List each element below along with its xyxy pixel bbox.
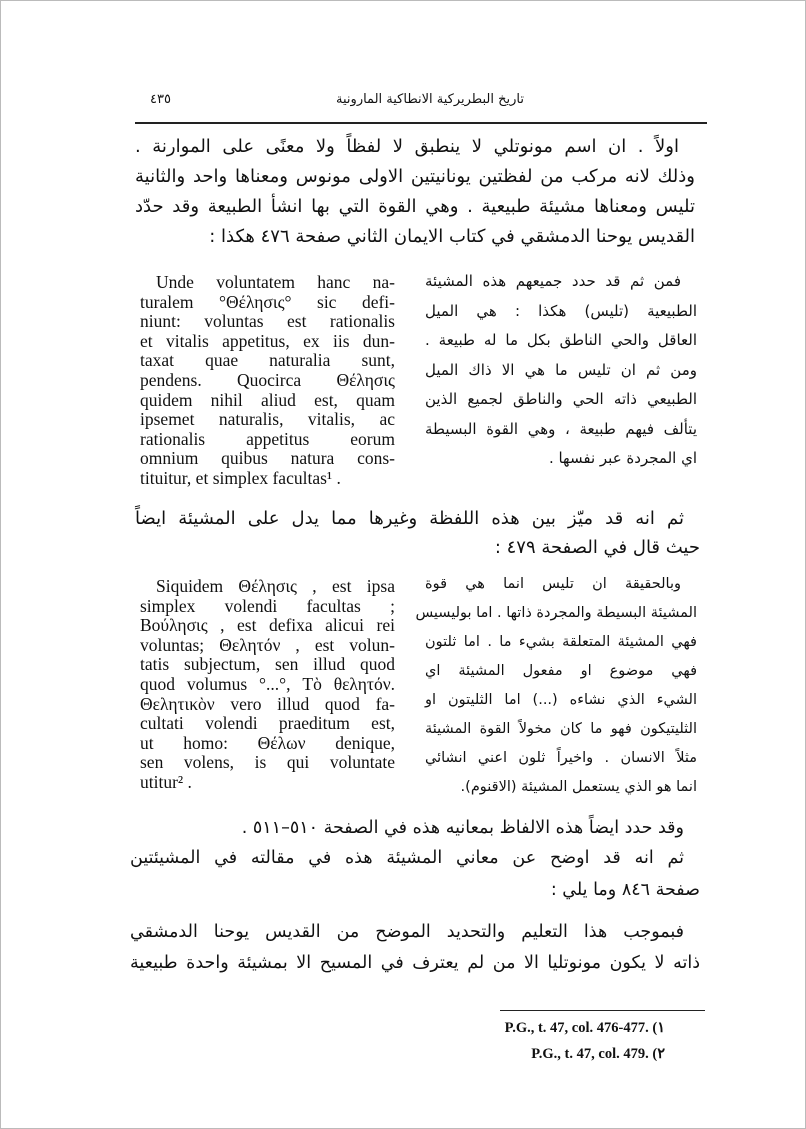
text-line: ipsemet naturalis, vitalis, ac [140, 409, 395, 430]
footnote-marker: (٢ [652, 1046, 665, 1062]
text-line: العاقل والحي الناطق بكل ما له طبيعة . [425, 331, 697, 349]
text-line: وقد حدد ايضاً هذه الالفاظ بمعانيه هذه في الصفحة ٥١٠–٥١١ . [241, 818, 684, 838]
footnote-1 [420, 1020, 665, 1037]
footnote-rule [500, 1010, 705, 1011]
text-line: rationalis appetitus eorum [140, 428, 395, 449]
text-line: الطبيعية (تليس) هكذا : هي الميل [425, 301, 697, 320]
text-line: الطبيعي ذاته الحي والناطق لجميع الذين [425, 390, 697, 408]
footnote-marker: (١ [652, 1020, 665, 1036]
text-line: omnium quibus natura cons- [140, 448, 395, 469]
page-number: ٤٣٥ [150, 92, 171, 107]
text-line: ومن ثم ان تليس ما هي الا ذاك الميل [425, 360, 697, 379]
running-title: تاريخ البطريركية الانطاكية المارونية [336, 92, 524, 107]
text-line: turalem °Θέλησις° sic defi- [140, 291, 395, 312]
text-line: فهي المشيئة المتعلقة بشيء ما . اما ثلتون [425, 634, 697, 650]
text-line: utitur² . [140, 772, 192, 792]
text-line: الشيء الذي نشاءه (...) اما الثليتون او [425, 692, 697, 708]
text-line: voluntas; Θελητόν , est volun- [140, 634, 395, 655]
text-line: Θελητικὸν vero illud quod fa- [140, 693, 395, 714]
footnote-2 [420, 1046, 665, 1063]
text-line: et vitalis appetitus, ex iis dun- [140, 330, 395, 351]
text-line: الثليتيكون فهو ما كان مخولاً القوة المشيئة [425, 721, 697, 737]
text-line: ثم انه قد اوضح عن معاني المشيئة هذه في مقالته في المشيئتين [130, 848, 684, 868]
text-line: فبموجب هذا التعليم والتحديد الموضح من القديس يوحنا الدمشقي [130, 922, 684, 942]
text-line: يتألف فيهم طبيعة ، وهي القوة البسيطة [425, 419, 697, 438]
text-line: ut homo: Θέλων denique, [140, 732, 395, 753]
text-line: Siquidem Θέλησις , est ipsa [156, 576, 395, 596]
text-line: ثم انه قد ميّز بين هذه اللفظة وغيرها مما يدل على المشيئة ايضاً [135, 508, 684, 529]
text-line: المشيئة البسيطة والمجردة ذاتها . اما بوليسيس [415, 605, 697, 621]
text-line: tituitur, et simplex facultas¹ . [140, 468, 341, 488]
text-line: niunt: voluntas est rationalis [140, 311, 395, 332]
text-line: quidem nihil aliud est, quam [140, 389, 395, 410]
text-line: ذاته لا يكون مونوتليا الا من لم يعترف في المسيح الا بمشيئة واحدة طبيعية [130, 953, 700, 973]
text-line: انما هو الذي يستعمل المشيئة (الاقنوم). [460, 779, 697, 795]
text-line: Unde voluntatem hanc na- [156, 272, 395, 292]
header-rule [135, 122, 707, 124]
text-line: اي المجردة عبر نفسها . [548, 449, 697, 467]
text-line: مثلاً الانسان . واخيراً ثلون اعني انشائي [425, 750, 697, 766]
text-line: صفحة ٨٤٦ وما يلي : [550, 880, 700, 900]
text-line: simplex volendi facultas ; [140, 595, 395, 616]
text-line: حيث قال في الصفحة ٤٧٩ : [494, 537, 700, 558]
text-line: quod volumus °...°, Τὸ θελητόν. [140, 674, 395, 694]
footnote-text: P.G., t. 47, col. 479. [531, 1046, 649, 1062]
text-line: القديس يوحنا الدمشقي في كتاب الايمان الثاني صفحة ٤٧٦ هكذا : [209, 226, 695, 247]
footnote-text: P.G., t. 47, col. 476-477. [504, 1020, 649, 1036]
text-line: cultati volendi praeditum est, [140, 713, 395, 734]
text-line: اولاً . ان اسم مونوتلي لا ينطبق لا لفظاً ولا معنًى على الموارنة . [135, 136, 679, 157]
text-line: فهي موضوع او مفعول المشيئة اي [425, 663, 697, 679]
text-line: sen volens, is qui voluntate [140, 752, 395, 773]
text-line: Βούλησις , est defixa alicui rei [140, 615, 395, 636]
text-line: وبالحقيقة ان تليس انما هي قوة [425, 576, 681, 592]
text-line: tatis subjectum, sen illud quod [140, 654, 395, 675]
text-line: فمن ثم قد حدد جميعهم هذه المشيئة [425, 272, 681, 290]
text-line: taxat quae naturalia sunt, [140, 350, 395, 371]
text-line: وذلك لانه مركب من لفظتين يونانيتين الاولى مونوس ومعناها واحد والثانية [135, 166, 695, 187]
text-line: تليس ومعناها مشيئة طبيعية . وهي القوة التي بها انشأ الطبيعة وقد حدّد [135, 196, 695, 217]
text-line: pendens. Quocirca Θέλησις [140, 370, 395, 390]
